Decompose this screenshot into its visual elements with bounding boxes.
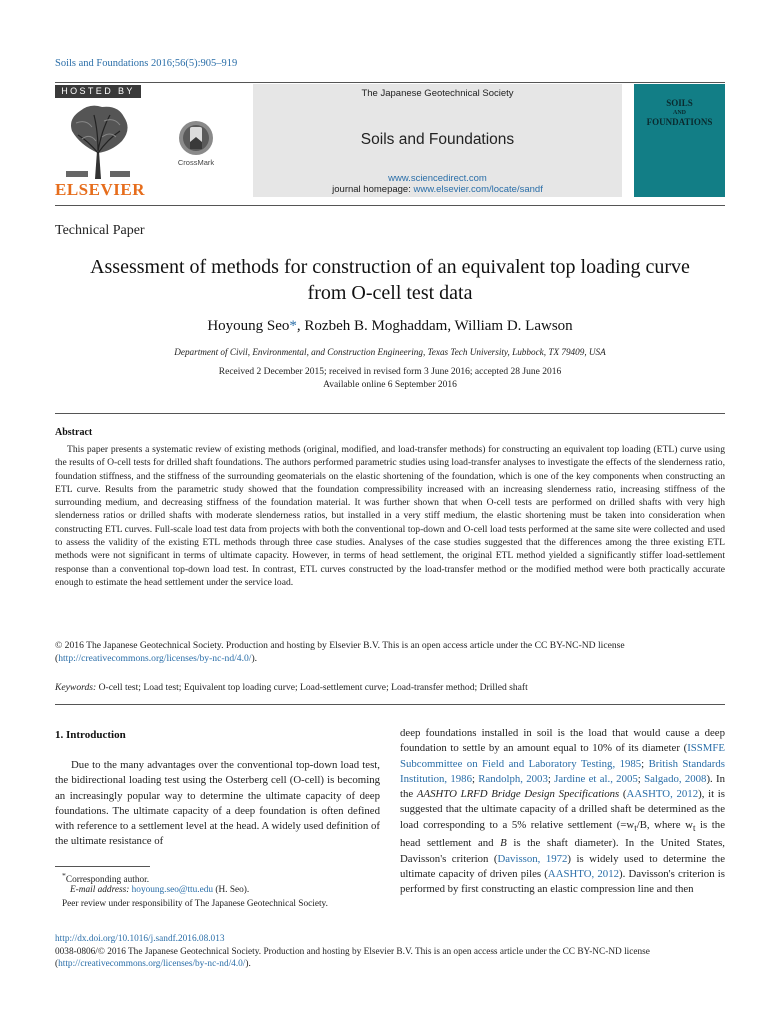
journal-homepage-line [253,184,622,195]
text-run: is the shaft diameter). In the United States, Davisson's criterion ( [400,837,725,865]
reference-link[interactable]: ISSMFE Subcommittee on Field and Laboratory Testing, 1985 [400,742,725,770]
abstract-bottom-rule [55,704,725,705]
license-url-line [55,958,725,970]
license-close: ). [245,959,251,969]
text-run: ; [641,757,649,770]
text-run: /B, where w [636,818,693,831]
journal-cover-title [634,99,725,128]
license-statement [55,946,725,970]
received-dates: Received 2 December 2015; received in revised form 3 June 2016; accepted 28 June 2016 [218,367,562,377]
text-run: deep foundations installed in soil is the load that would cause a deep foundation to settle by an amount equal to 10% of its diameter ( [400,727,725,755]
email-footnote [70,885,249,895]
right-column-text [400,726,725,897]
corresponding-author-mark[interactable]: * [289,318,297,334]
journal-name: Soils and Foundations [360,131,515,148]
author-list [55,318,725,335]
header-bottom-rule [55,205,725,206]
homepage-prefix: journal homepage: [332,184,414,195]
cover-title-line3: FOUNDATIONS [646,117,713,127]
email-suffix: (H. Seo). [213,885,250,895]
introduction-paragraph: Due to the many advantages over the conventional top-down load test, the bidirectional loading test using the Osterberg cell (O-cell) is becoming an increasingly popular way to determine the ultimate capacity of deep foundations. The ultimate capacity of a deep foundation is often defined with reference to a settlement level at the head. A widely used definition of the ultimate resistance of [55,759,380,848]
italic-title: AASHTO LRFD Bridge Design Specifications [416,788,620,801]
sciencedirect-link[interactable]: www.sciencedirect.com [388,173,487,184]
reference-link[interactable]: Davisson, 1972 [497,852,568,865]
doi-link[interactable]: http://dx.doi.org/10.1016/j.sandf.2016.08.013 [55,934,225,944]
footnote-mark: * [62,871,66,880]
society-name: The Japanese Geotechnical Society [361,88,514,99]
corresponding-author-note [62,871,149,885]
text-run: ), it is suggested that the ultimate capacity of a drilled shaft be determined as the load corresponding to a 5% relative settlement (=w [400,788,725,831]
keywords-text: O-cell test; Load test; Equivalent top loading curve; Load-settlement curve; Load-transfer method; Drilled shaft [96,682,528,693]
article-title-line2: from O-cell test data [307,282,473,304]
elsevier-logo-text: ELSEVIER [55,180,145,199]
footnote-text: Corresponding author. [65,875,150,886]
license-line: 0038-0806/© 2016 The Japanese Geotechnical Society. Production and hosting by Elsevier B.V. This is an open access article under the CC BY-NC-ND license [55,947,650,957]
cover-title-line1: SOILS [666,98,693,108]
article-type: Technical Paper [55,223,145,238]
abstract-heading: Abstract [55,427,93,438]
journal-homepage-link[interactable]: www.elsevier.com/locate/sandf [413,184,543,195]
section-heading-introduction: 1. Introduction [55,729,126,741]
reference-link[interactable]: British Standards Institution, 1986 [400,757,725,785]
text-run: ; [637,772,645,785]
cover-title-line2: AND [673,109,686,116]
copyright-text: © 2016 The Japanese Geotechnical Society. Production and hosting by Elsevier B.V. This is an open access article under the CC BY-NC-ND license ( [55,640,625,665]
reference-link[interactable]: Randolph, 2003 [478,772,548,785]
reference-link[interactable]: Jardine et al., 2005 [554,772,638,785]
email-label: E-mail address: [70,885,130,895]
abstract-copyright [55,639,725,666]
reference-link[interactable]: AASHTO, 2012 [626,788,699,801]
keywords-label: Keywords: [55,682,97,693]
license-url-link[interactable]: http://creativecommons.org/licenses/by-nc-nd/4.0/ [58,959,246,969]
article-title-line1: Assessment of methods for construction of an equivalent top loading curve [90,256,690,278]
keywords [55,682,725,693]
copyright-close: ). [251,653,258,665]
peer-review-note: Peer review under responsibility of The Japanese Geotechnical Society. [62,899,328,909]
text-run: ). In the [400,772,726,801]
author-name: Hoyoung Seo [207,318,290,334]
subscript: t [692,822,696,833]
crossmark-icon[interactable] [178,120,214,156]
subscript: t [634,822,637,833]
header-top-rule [55,82,725,83]
elsevier-tree-logo-icon [58,101,138,179]
text-run: ( [619,788,627,801]
license-link[interactable]: http://creativecommons.org/licenses/by-nc-nd/4.0/ [58,653,252,665]
text-run: ) is widely used to determine the ultimate capacity of driven piles ( [400,852,725,880]
abstract-text: This paper presents a systematic review of existing methods (original, modified, and load-transfer methods) for constructing an equivalent top loading (ETL) curve using the results of O-cell tests for drilled shaft foundations. The authors performed parametric studies using load-transfer analyses to investigate the effects of the slenderness ratio, foundation stiffness, and the stiffness of the surrounding geomaterials on the elastic shortening of the foundation, which is one of the key components when constructing an ETL curve. Results from the parametric study showed that the foundation compressibility increased with an increasing slenderness ratio, increasing stiffness of the surrounding medium, and decreasing stiffness of the foundation material. It was further shown that when O-cell tests are performed on drilled shafts with very high slenderness ratios or drilled shafts with moderate slenderness ratios, but installed in a very stiff medium, the elastic shortening must be taken into consideration when constructing ETL curves. Full-scale load test data from projects with both the conventional top-down and O-cell load tests performed at the same site were collected and used to assess the validity of the existing ETL methods through three case studies. Analyses of the case studies suggested that the differences among the three existing ETL methods were not significant in terms of ultimate capacity. However, in terms of head settlement, the original ETL method yielded a significantly stiffer load-settlement response than a conventional top-down load test. In contrast, ETL curves constructed by the load-transfer method or the modified method were both practically accurate enough to estimate the head settlement under the service load. [55,444,725,588]
license-open: ( [55,959,59,969]
text-run: is the head settlement and [400,818,725,850]
italic-symbol: B [500,837,507,850]
author-names-rest: , Rozbeh B. Moghaddam, William D. Lawson [296,318,573,334]
footnote-rule [55,866,150,867]
article-title [55,254,725,306]
affiliation: Department of Civil, Environmental, and Construction Engineering, Texas Tech University, Lubbock, TX 79409, USA [174,347,606,357]
email-link[interactable]: hoyoung.seo@ttu.edu [131,885,214,895]
journal-citation[interactable]: Soils and Foundations 2016;56(5):905–919 [55,58,238,69]
hosted-by-label: HOSTED BY [55,85,141,98]
reference-link[interactable]: Salgado, 2008 [644,772,707,785]
available-online-date: Available online 6 September 2016 [323,380,457,390]
text-run: ; [547,772,555,785]
crossmark-label: CrossMark [177,158,215,167]
text-run: ; [471,772,479,785]
reference-link[interactable]: AASHTO, 2012 [547,867,619,880]
abstract-top-rule [55,413,725,414]
text-run: ). Davisson's criterion is performed by first constructing an elastic compression line and then [400,867,725,896]
